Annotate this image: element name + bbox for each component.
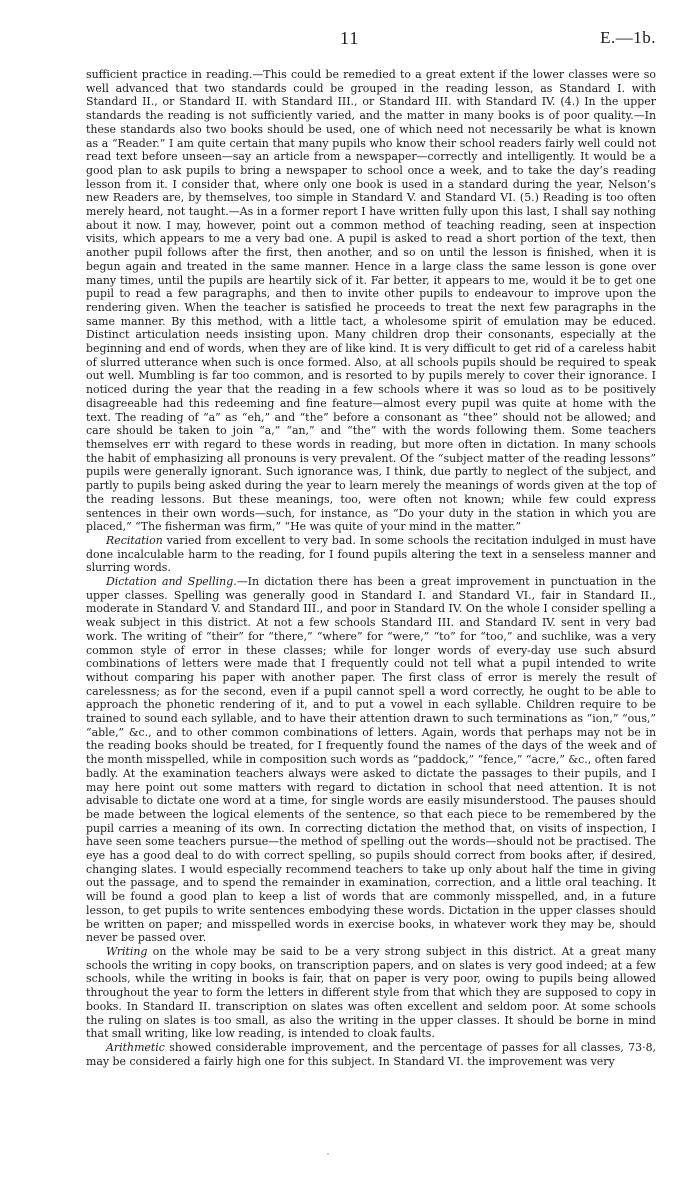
paragraph-arithmetic (86, 1041, 656, 1068)
paragraph-lead: Recitation (106, 533, 163, 547)
paragraph-lead: Arithmetic (106, 1040, 165, 1054)
body-text (86, 68, 656, 1068)
paragraph-writing (86, 945, 656, 1041)
paragraph-text: on the whole may be said to be a very strong subject in this district. At a great many schools the writing in copy books, on transcription papers, and on slates is very good indeed; at a few schools, while the writing in books is fair, that on paper is very poor, owing to pupils being allowed throughout the year to form the letters in different style from that which they are supposed to copy in books. In Standard II. transcription on slates was often excellent and seldom poor. At some schools the ruling on slates is too small, as also the writing in the upper classes. It should be borne in mind that small writing, like low reading, is intended to cloak faults. (86, 945, 656, 1041)
document-reference: E.—1b. (600, 28, 656, 47)
paragraph-text: sufficient practice in reading.—This could be remedied to a great extent if the lower classes were so well advanced that two standards could be grouped in the reading lesson, as Standard I. with Standard II., or Standard II. with Standard III., or Standard III. with Standard IV. (4.) In the upper standards the reading is not sufficiently varied, and the matter in many books is of poor quality.—In these standards also two books should be used, one of which need not necessarily be what is known as a “Reader.” I am quite certain that many pupils who know their school readers fairly well could not read text before unseen—say an article from a newspaper—correctly and intelligently. It would be a good plan to ask pupils to bring a newspaper to school once a week, and to take the day’s reading lesson from it. I consider that, where only one book is used in a standard during the year, Nelson’s new Readers are, by themselves, too simple in Standard V. and Standard VI. (5.) Reading is too often merely heard, not taught.—As in a former report I have written fully upon this last, I shall say nothing about it now. I may, however, point out a common method of teaching reading, seen at inspection visits, which appears to me a very bad one. A pupil is asked to read a short portion of the text, then another pupil follows after the first, then another, and so on until the lesson is finished, when it is begun again and treated in the same manner. Hence in a large class the same lesson is gone over many times, until the pupils are heartily sick of it. Far better, it appears to me, would it be to get one pupil to read a few paragraphs, and then to invite other pupils to endeavour to improve upon the rendering given. When the teacher is satisfied he proceeds to treat the next few paragraphs in the same manner. By this method, with a little tact, a wholesome spirit of emulation may be educed. Distinct articulation needs insisting upon. Many children drop their consonants, especially at the beginning and end of words, when they are of like kind. It is very difficult to get rid of a careless habit of slurred utterance when such is once formed. Also, at all schools pupils should be required to speak out well. Mumbling is far too common, and is resorted to by pupils merely to cover their ignorance. I noticed during the year that the reading in a few schools where it was so loud as to be positively disagreeable had this redeeming and fine feature—almost every pupil was quite at home with the text. The reading of “a” as “eh,” and “the” before a consonant as “thee” should not be allowed; and care should be taken to join “a,” “an,” and “the” with the words following them. Some teachers themselves err with regard to these words in reading, but more often in dictation. In many schools the habit of emphasizing all pronouns is very prevalent. Of the “subject matter of the reading lessons” pupils were generally ignorant. Such ignorance was, I think, due partly to neglect of the subject, and partly to pupils being asked during the year to learn merely the meanings of words given at the top of the reading lessons. But these meanings, too, were often not known; while few could express sentences in their own words—such, for instance, as “Do your duty in the station in which you are placed,” “The fisherman was firm,” “He was quite of your mind in the matter.” (86, 68, 656, 534)
paragraph-recitation (86, 534, 656, 575)
page-number: 11 (340, 28, 360, 48)
paragraph-lead: Dictation and Spelling. (106, 575, 237, 589)
page-header (86, 28, 656, 68)
scan-speck (327, 1153, 329, 1155)
paragraph-text: varied from excellent to very bad. In some schools the recitation indulged in must have done incalculable harm to the reading, for I found pupils altering the text in a senseless manner and slurring words. (86, 533, 656, 575)
paragraph-text: —In dictation there has been a great improvement in punctuation in the upper classes. Spelling was generally good in Standard I. and Standard VI., fair in Standard II., moderate in Standard V. and Standard III., and poor in Standard IV. On the whole I consider spelling a weak subject in this district. At not a few schools Standard III. and Standard IV. sent in very bad work. The writing of “their” for “there,” “where” for “were,” “to” for “too,” and suchlike, was a very common style of error in these classes; while for longer words of every-day use such absurd combinations of letters were made that I frequently could not tell what a pupil intended to write without comparing his paper with another paper. The first class of error is merely the result of carelessness; as for the second, even if a pupil cannot spell a word correctly, he ought to be able to approach the phonetic rendering of it, and to put a vowel in each syllable. Children require to be trained to sound each syllable, and to have their attention drawn to such terminations as “ion,” “ous,” “able,” &c., and to other common combinations of letters. Again, words that perhaps may not be in the reading books should be treated, for I frequently found the names of the days of the week and of the month misspelled, while in composition such words as “paddock,” “fence,” “acre,” &c., often fared badly. At the examination teachers always were asked to dictate the passages to their pupils, and I may here point out some matters with regard to dictation in school that need attention. It is not advisable to dictate one word at a time, for single words are easily misunderstood. The pauses should be made between the logical elements of the sentence, so that each piece to be remembered by the pupil carries a meaning of its own. In correcting dictation the method that, on visits of inspection, I have seen some teachers pursue—the method of spelling out the words—should not be practised. The eye has a good deal to do with correct spelling, so pupils should correct from books after, if desired, changing slates. I would especially recommend teachers to take up only about half the time in giving out the passage, and to spend the remainder in examination, correction, and a little oral teaching. It will be found a good plan to keep a list of words that are commonly misspelled, and, in a future lesson, to get pupils to write sentences embodying these words. Dictation in the upper classes should be written on paper; and misspelled words in exercise books, in whatever work they may be, should never be passed over. (86, 575, 656, 945)
paragraph-text: showed considerable improvement, and the percentage of passes for all classes, 73·8, may be considered a fairly high one for this subject. In Standard VI. the improvement was very (86, 1040, 656, 1068)
paragraph-reading (86, 68, 656, 534)
paragraph-dictation (86, 575, 656, 945)
paragraph-lead: Writing (106, 945, 148, 958)
